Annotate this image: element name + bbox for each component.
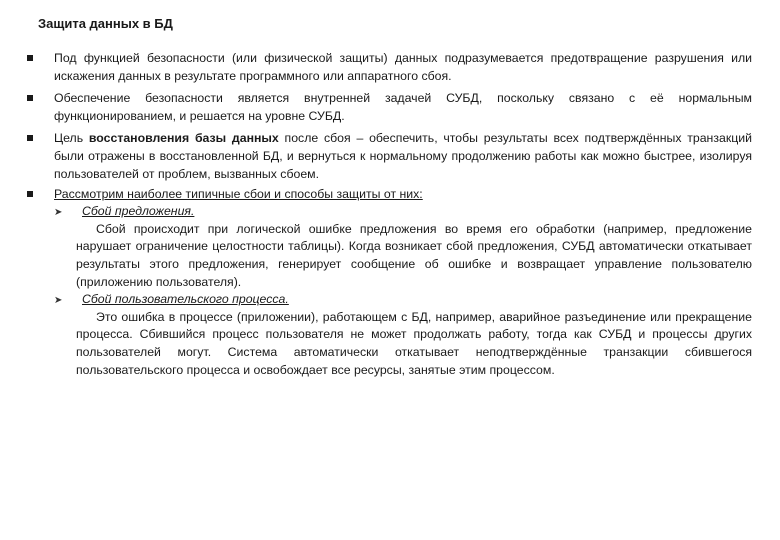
page-title: Защита данных в БД [38,16,173,31]
bullet-text-before: Цель [54,130,89,145]
list-item [54,185,752,203]
list-item [54,49,752,86]
bullet-text: Обеспечение безопасности является внутренней задачей СУБД, поскольку связано с её нормальным функционированием, и решается на уровне СУБД. [54,90,752,124]
list-item [54,129,752,184]
arrow-bullet-icon: ➤ [54,207,63,219]
failure-heading: Сбой пользовательского процесса. [82,292,289,307]
bullet-text: Рассмотрим наиболее типичные сбои и способы защиты от них: [54,186,423,201]
failure-item [54,291,752,379]
bullet-text-after: после сбоя – обеспечить, чтобы результаты всех подтверждённых транзакций были отражены в восстановленной БД, и вернуться к нормальному продолжению работы как можно быстрее, изолируя пользователей от проблем, вызванных сбоем. [54,130,752,182]
square-bullet-icon [27,95,33,101]
square-bullet-icon [27,55,33,61]
square-bullet-icon [27,191,33,197]
bullet-list [0,49,780,379]
bullet-text: Под функцией безопасности (или физической защиты) данных подразумевается предотвращение разрушения или искажения данных в результате программного или аппаратного сбоя. [54,51,752,84]
failure-item [54,203,752,291]
list-item [54,89,752,126]
failure-heading: Сбой предложения. [82,204,195,219]
arrow-bullet-icon: ➤ [54,295,63,307]
bullet-text-bold: восстановления базы данных [88,130,279,145]
square-bullet-icon [27,135,33,141]
failure-text: Это ошибка в процессе (приложении), работающем с БД, например, аварийное разъединение или прекращение процесса. Сбившийся процесс пользователя не может продолжать работу, тогда как СУБД и процессы других пользователей могут. Система автоматически откатывает неподтверждённые транзакции сбившегося пользовательского процесса и освобождает все ресурсы, занятые этим процессом. [76,309,752,377]
failure-text: Сбой происходит при логической ошибке предложения во время его обработки (например, предложение нарушает ограничение целостности таблицы). Когда возникает сбой предложения, СУБД автоматически откатывает результаты этого предложения, генерирует сообщение об ошибке и возвращает управление пользователю (приложению пользователя). [76,221,752,289]
